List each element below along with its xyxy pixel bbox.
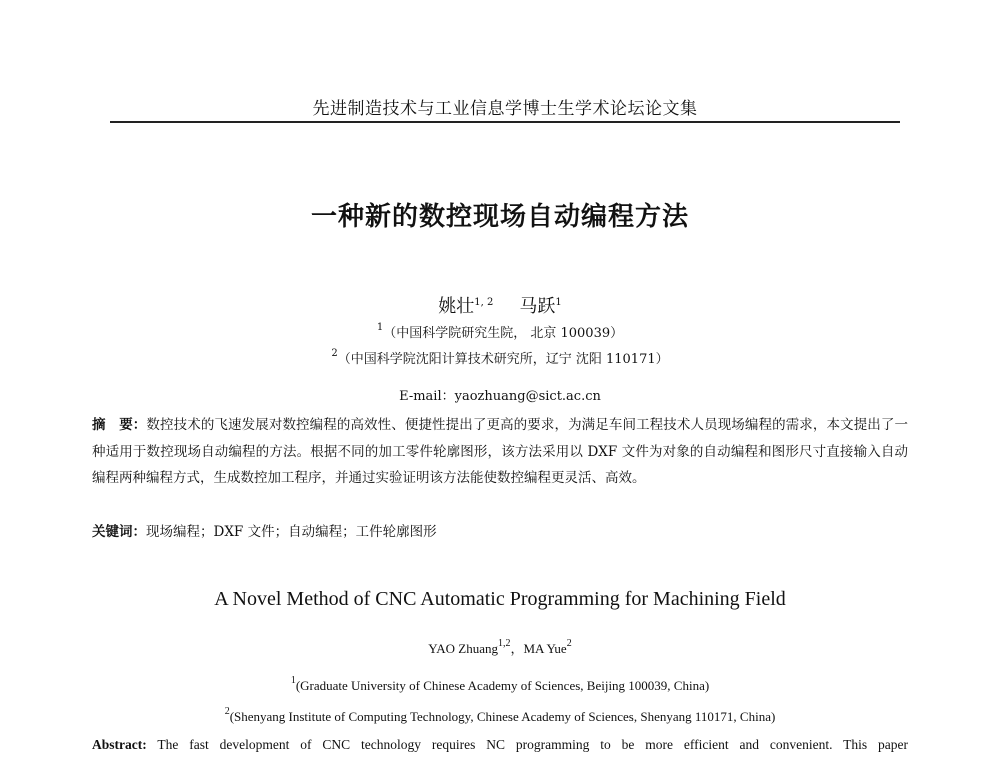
affiliation-text: (Graduate University of Chinese Academy of Sciences, Beijing 100039, China) [295,678,710,693]
running-header: 先进制造技术与工业信息学博士生学术论坛论文集 [312,99,698,119]
author-name: 马跃 [519,296,556,317]
author-affiliation-mark: 1,2 [497,638,511,649]
paper-title-en: A Novel Method of CNC Automatic Programming for Machining Field [214,588,786,610]
author-name: YAO Zhuang [428,641,498,656]
affiliation-text: （中国科学院研究生院， 北京 100039） [383,326,624,341]
keywords-cn [92,520,908,540]
affiliation-mark: 2 [331,348,338,359]
keywords-cn-label: 关键词： [92,524,146,540]
affiliation-mark: 1 [290,675,296,686]
paper-title-cn: 一种新的数控现场自动编程方法 [310,202,689,232]
author-name: MA Yue [523,641,567,656]
author-affiliation-mark: 1, 2 [474,297,494,308]
affiliation-text: (Shenyang Institute of Computing Technology, Chinese Academy of Sciences, Shenyang 110171, China) [229,709,776,724]
abstract-cn [92,412,908,492]
affiliation-en-1 [0,675,1000,694]
abstract-cn-text: 数控技术的飞速发展对数控编程的高效性、便捷性提出了更高的要求，为满足车间工程技术人员现场编程的需求，本文提出了一种适用于数控现场自动编程的方法。根据不同的加工零件轮廓图形，该方法采用以 DXF 文件为对象的自动编程和图形尺寸直接输入自动编程两种编程方式，生成数控加工程序，并通过实验证明该方法能使数控编程更灵活、高效。 [92,417,909,486]
author-separator: ， [510,641,524,656]
abstract-en-label: Abstract: [92,737,147,752]
header-rule [110,121,900,123]
affiliation-cn-2 [0,348,1000,367]
authors-en [0,638,1000,657]
authors-cn [0,292,1000,318]
affiliation-en-2 [0,706,1000,725]
abstract-en [92,737,908,753]
author-name: 姚壮 [438,296,475,317]
abstract-cn-label: 摘 要： [92,417,147,433]
keywords-cn-text: 现场编程；DXF 文件；自动编程；工件轮廓图形 [146,524,437,540]
affiliation-mark: 1 [376,322,384,333]
affiliation-text: （中国科学院沈阳计算技术研究所，辽宁 沈阳 110171） [337,352,669,367]
abstract-en-text: The fast development of CNC technology requires NC programming to be more efficient and convenient. This paper [157,737,908,752]
author-affiliation-mark: 2 [566,638,572,649]
contact-email: E-mail：yaozhuang@sict.ac.cn [399,389,601,404]
affiliation-cn-1 [0,322,1000,341]
author-affiliation-mark: 1 [555,297,562,308]
affiliation-mark: 2 [224,706,230,717]
